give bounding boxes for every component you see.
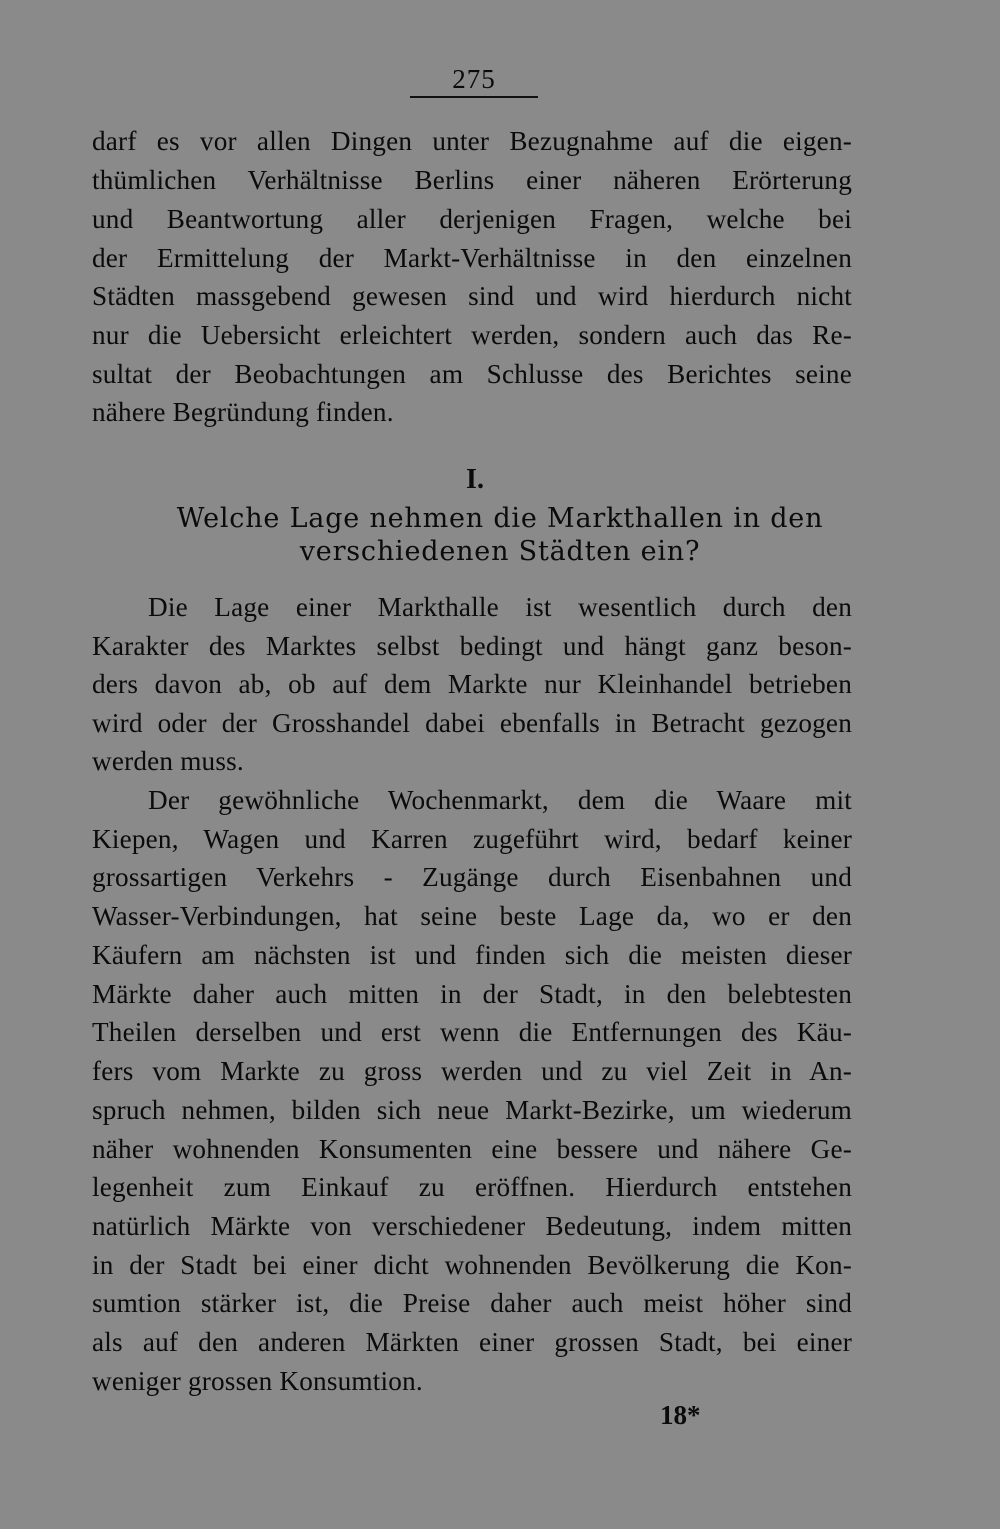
paragraph-2-line: spruch nehmen, bilden sich neue Markt-Bezirke, um wiederum (92, 1095, 852, 1125)
paragraph-2-line: Märkte daher auch mitten in der Stadt, in den belebtesten (92, 979, 852, 1009)
paragraph-1-line: Die Lage einer Markthalle ist wesentlich durch den (148, 592, 852, 622)
paragraph-1-line: Karakter des Marktes selbst bedingt und hängt ganz beson- (92, 631, 852, 661)
page-number-rule (410, 96, 538, 98)
paragraph-2-line: grossartigen Verkehrs - Zugänge durch Eisenbahnen und (92, 862, 852, 892)
paragraph-2-line: als auf den anderen Märkten einer grossen Stadt, bei einer (92, 1327, 852, 1357)
paragraph-1-line: ders davon ab, ob auf dem Markte nur Kleinhandel betrieben (92, 669, 852, 699)
paragraph-2-line: Wasser-Verbindungen, hat seine beste Lage da, wo er den (92, 901, 852, 931)
intro-line: Städten massgebend gewesen sind und wird hierdurch nicht (92, 281, 852, 311)
paragraph-2-line: Der gewöhnliche Wochenmarkt, dem die Waare mit (148, 785, 852, 815)
paragraph-2-line: natürlich Märkte von verschiedener Bedeutung, indem mitten (92, 1211, 852, 1241)
signature-mark: 18* (660, 1400, 701, 1430)
intro-line: darf es vor allen Dingen unter Bezugnahme auf die eigen- (92, 126, 852, 156)
paragraph-2-line: Theilen derselben und erst wenn die Entfernungen des Käu- (92, 1017, 852, 1047)
section-heading-line-1: Welche Lage nehmen die Markthallen in den (176, 503, 824, 534)
paragraph-2-line: näher wohnenden Konsumenten eine bessere und nähere Ge- (92, 1134, 852, 1164)
paragraph-1-line: wird oder der Grosshandel dabei ebenfalls in Betracht gezogen (92, 708, 852, 738)
paragraph-2-line: legenheit zum Einkauf zu eröffnen. Hierdurch entstehen (92, 1172, 852, 1202)
intro-line: sultat der Beobachtungen am Schlusse des Berichtes seine (92, 359, 852, 389)
intro-line: und Beantwortung aller derjenigen Fragen, welche bei (92, 204, 852, 234)
section-heading-line-2: verschiedenen Städten ein? (299, 536, 701, 567)
intro-line: der Ermittelung der Markt-Verhältnisse in den einzelnen (92, 243, 852, 273)
paragraph-2-line: weniger grossen Konsumtion. (92, 1366, 423, 1396)
paragraph-2-line: Käufern am nächsten ist und finden sich die meisten dieser (92, 940, 852, 970)
paragraph-2-line: Kiepen, Wagen und Karren zugeführt wird, bedarf keiner (92, 824, 852, 854)
paragraph-2-line: fers vom Markte zu gross werden und zu viel Zeit in An- (92, 1056, 852, 1086)
paragraph-2-line: sumtion stärker ist, die Preise daher auch meist höher sind (92, 1288, 852, 1318)
paragraph-1-line: werden muss. (92, 746, 244, 776)
section-number: I. (466, 464, 484, 495)
intro-line: thümlichen Verhältnisse Berlins einer näheren Erörterung (92, 165, 852, 195)
page-number: 275 (452, 64, 496, 94)
paragraph-2-line: in der Stadt bei einer dicht wohnenden Bevölkerung die Kon- (92, 1250, 852, 1280)
intro-line: nähere Begründung finden. (92, 397, 394, 427)
intro-line: nur die Uebersicht erleichtert werden, sondern auch das Re- (92, 320, 852, 350)
